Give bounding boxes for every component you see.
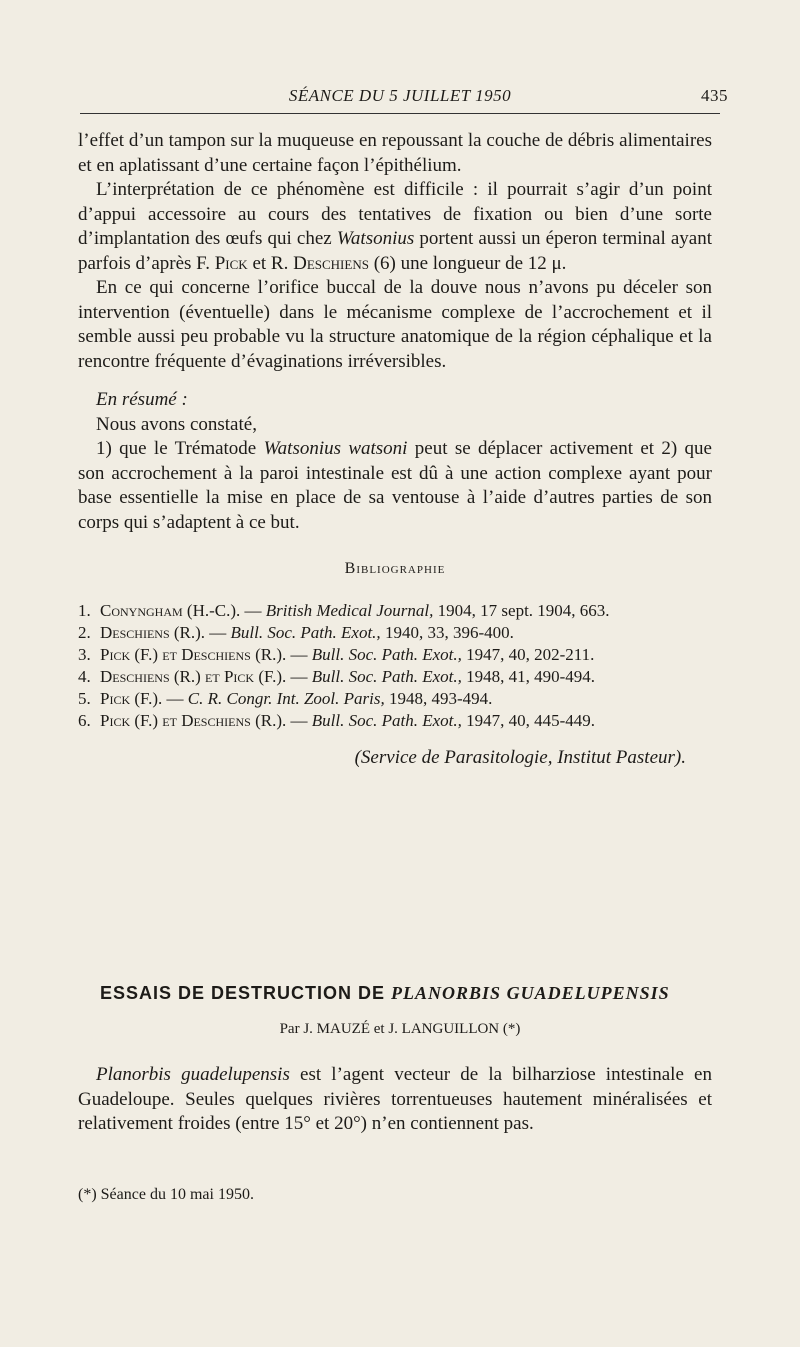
resume-intro: Nous avons constaté, [96, 413, 257, 435]
bib-journal: Bull. Soc. Path. Exot., [311, 710, 462, 730]
bib-details: 1948, 41, 490-494. [461, 666, 596, 686]
bib-details: 1904, 17 sept. 1904, 663. [433, 600, 610, 620]
paragraph-2-text-a: L’interprétation de ce phénomène est difficile : il pourrait s’agir d’un point d’appui accessoire au cours des tentatives de fixation ou bien d’une sorte d’implantation des œufs qui chez [78, 179, 712, 249]
bib-details: 1947, 40, 202-211. [461, 644, 595, 664]
bib-author-rest: (R.). — [169, 622, 231, 642]
bib-journal: C. R. Congr. Int. Zool. Paris, [187, 688, 385, 708]
article-title [100, 983, 740, 1004]
paragraph-3: En ce qui concerne l’orifice buccal de la douve nous n’avons pu déceler son intervention (éventuelle) dans le mécanisme complexe de l’accrochement et il semble aussi peu probable vu la structure anatomique de la région céphalique et la rencontre fréquente d’évaginations irréversibles. [78, 277, 712, 372]
bib-number: 6. [78, 710, 91, 730]
bib-details: 1947, 40, 445-449. [461, 710, 596, 730]
paragraph-2 [78, 178, 712, 276]
bib-number: 1. [78, 600, 91, 620]
author-deschiens: Deschiens [293, 252, 369, 274]
bibliography-item [78, 710, 712, 732]
article-authors: Par J. MAUZÉ et J. LANGUILLON (*) [279, 1021, 521, 1037]
article-title-text: ESSAIS DE DESTRUCTION DE [100, 983, 392, 1003]
article-title-species: PLANORBIS GUADELUPENSIS [391, 983, 670, 1003]
bib-number: 5. [78, 688, 91, 708]
resume-text-a: 1) que le Trématode [96, 438, 264, 459]
paragraph-2-text-d: (6) une longueur de 12 μ. [368, 252, 567, 274]
resume-conclusion [78, 437, 712, 535]
author-pick: Pick [214, 252, 248, 274]
bib-author: Deschiens [100, 622, 170, 642]
bib-journal: Bull. Soc. Path. Exot., [230, 622, 381, 642]
bib-author: Deschiens [100, 666, 170, 686]
article-paragraph-text: est l’agent vecteur de la bilharziose intestinale en Guadeloupe. Seules quelques rivières torrentueuses hautement minéralisées et relativement froides (entre 15° et 20°) n’en contiennent pas. [78, 1064, 712, 1134]
bib-journal: British Medical Journal, [265, 600, 434, 620]
paragraph-2-text-c: et R. [247, 252, 294, 274]
bib-author-rest: (H.-C.). — [182, 600, 266, 620]
paragraph-2-text-b: portent aussi un éperon terminal ayant parfois d’après F. [78, 228, 712, 274]
running-head-title: SÉANCE DU 5 JUILLET 1950 [288, 86, 512, 105]
bib-author: Conyngham [100, 600, 183, 620]
bib-author-rest: (F.). — [130, 688, 188, 708]
bib-journal: Bull. Soc. Path. Exot., [311, 666, 462, 686]
bib-number: 3. [78, 644, 91, 664]
bibliography-item [78, 600, 712, 622]
paragraph-1: l’effet d’un tampon sur la muqueuse en repoussant la couche de débris alimentaires et en aplatissant d’une certaine façon l’épithélium. [78, 130, 712, 176]
running-head [80, 86, 728, 112]
article-paragraph [78, 1063, 712, 1137]
bib-number: 4. [78, 666, 91, 686]
resume-text-b: peut se déplacer activement et 2) que son accrochement à la paroi intestinale est dû à une action complexe ayant pour base essentielle la mise en place de sa ventouse à l’aide d’autres parties de son corps qui s’adaptent à ce but. [78, 438, 712, 533]
bibliography-item [78, 688, 712, 710]
bibliography-item [78, 666, 712, 688]
continued-text [78, 129, 712, 770]
bib-author: Pick [100, 688, 131, 708]
header-rule [80, 113, 720, 114]
bib-author: Pick [100, 644, 131, 664]
bib-details: 1948, 493-494. [384, 688, 493, 708]
bib-details: 1940, 33, 396-400. [380, 622, 514, 642]
footnote: (*) Séance du 10 mai 1950. [78, 1186, 254, 1203]
article-body [78, 1063, 712, 1137]
bib-author: Pick [100, 710, 131, 730]
bib-author-rest: (F.) et Deschiens (R.). — [130, 644, 312, 664]
bibliography-list [78, 600, 712, 732]
page-number: 435 [701, 86, 728, 105]
bib-author-rest: (R.) et Pick (F.). — [169, 666, 312, 686]
species-name: Watsonius watsoni [263, 438, 408, 459]
bibliography-item [78, 644, 712, 666]
genus-name: Watsonius [336, 228, 415, 249]
bib-journal: Bull. Soc. Path. Exot., [311, 644, 462, 664]
bib-number: 2. [78, 622, 91, 642]
affiliation: (Service de Parasitologie, Institut Pasteur). [354, 746, 686, 768]
article-species: Planorbis guadelupensis [96, 1064, 290, 1085]
bibliography-heading: Bibliographie [344, 560, 446, 577]
bib-author-rest: (F.) et Deschiens (R.). — [130, 710, 312, 730]
bibliography-item [78, 622, 712, 644]
resume-label: En résumé : [96, 389, 188, 410]
